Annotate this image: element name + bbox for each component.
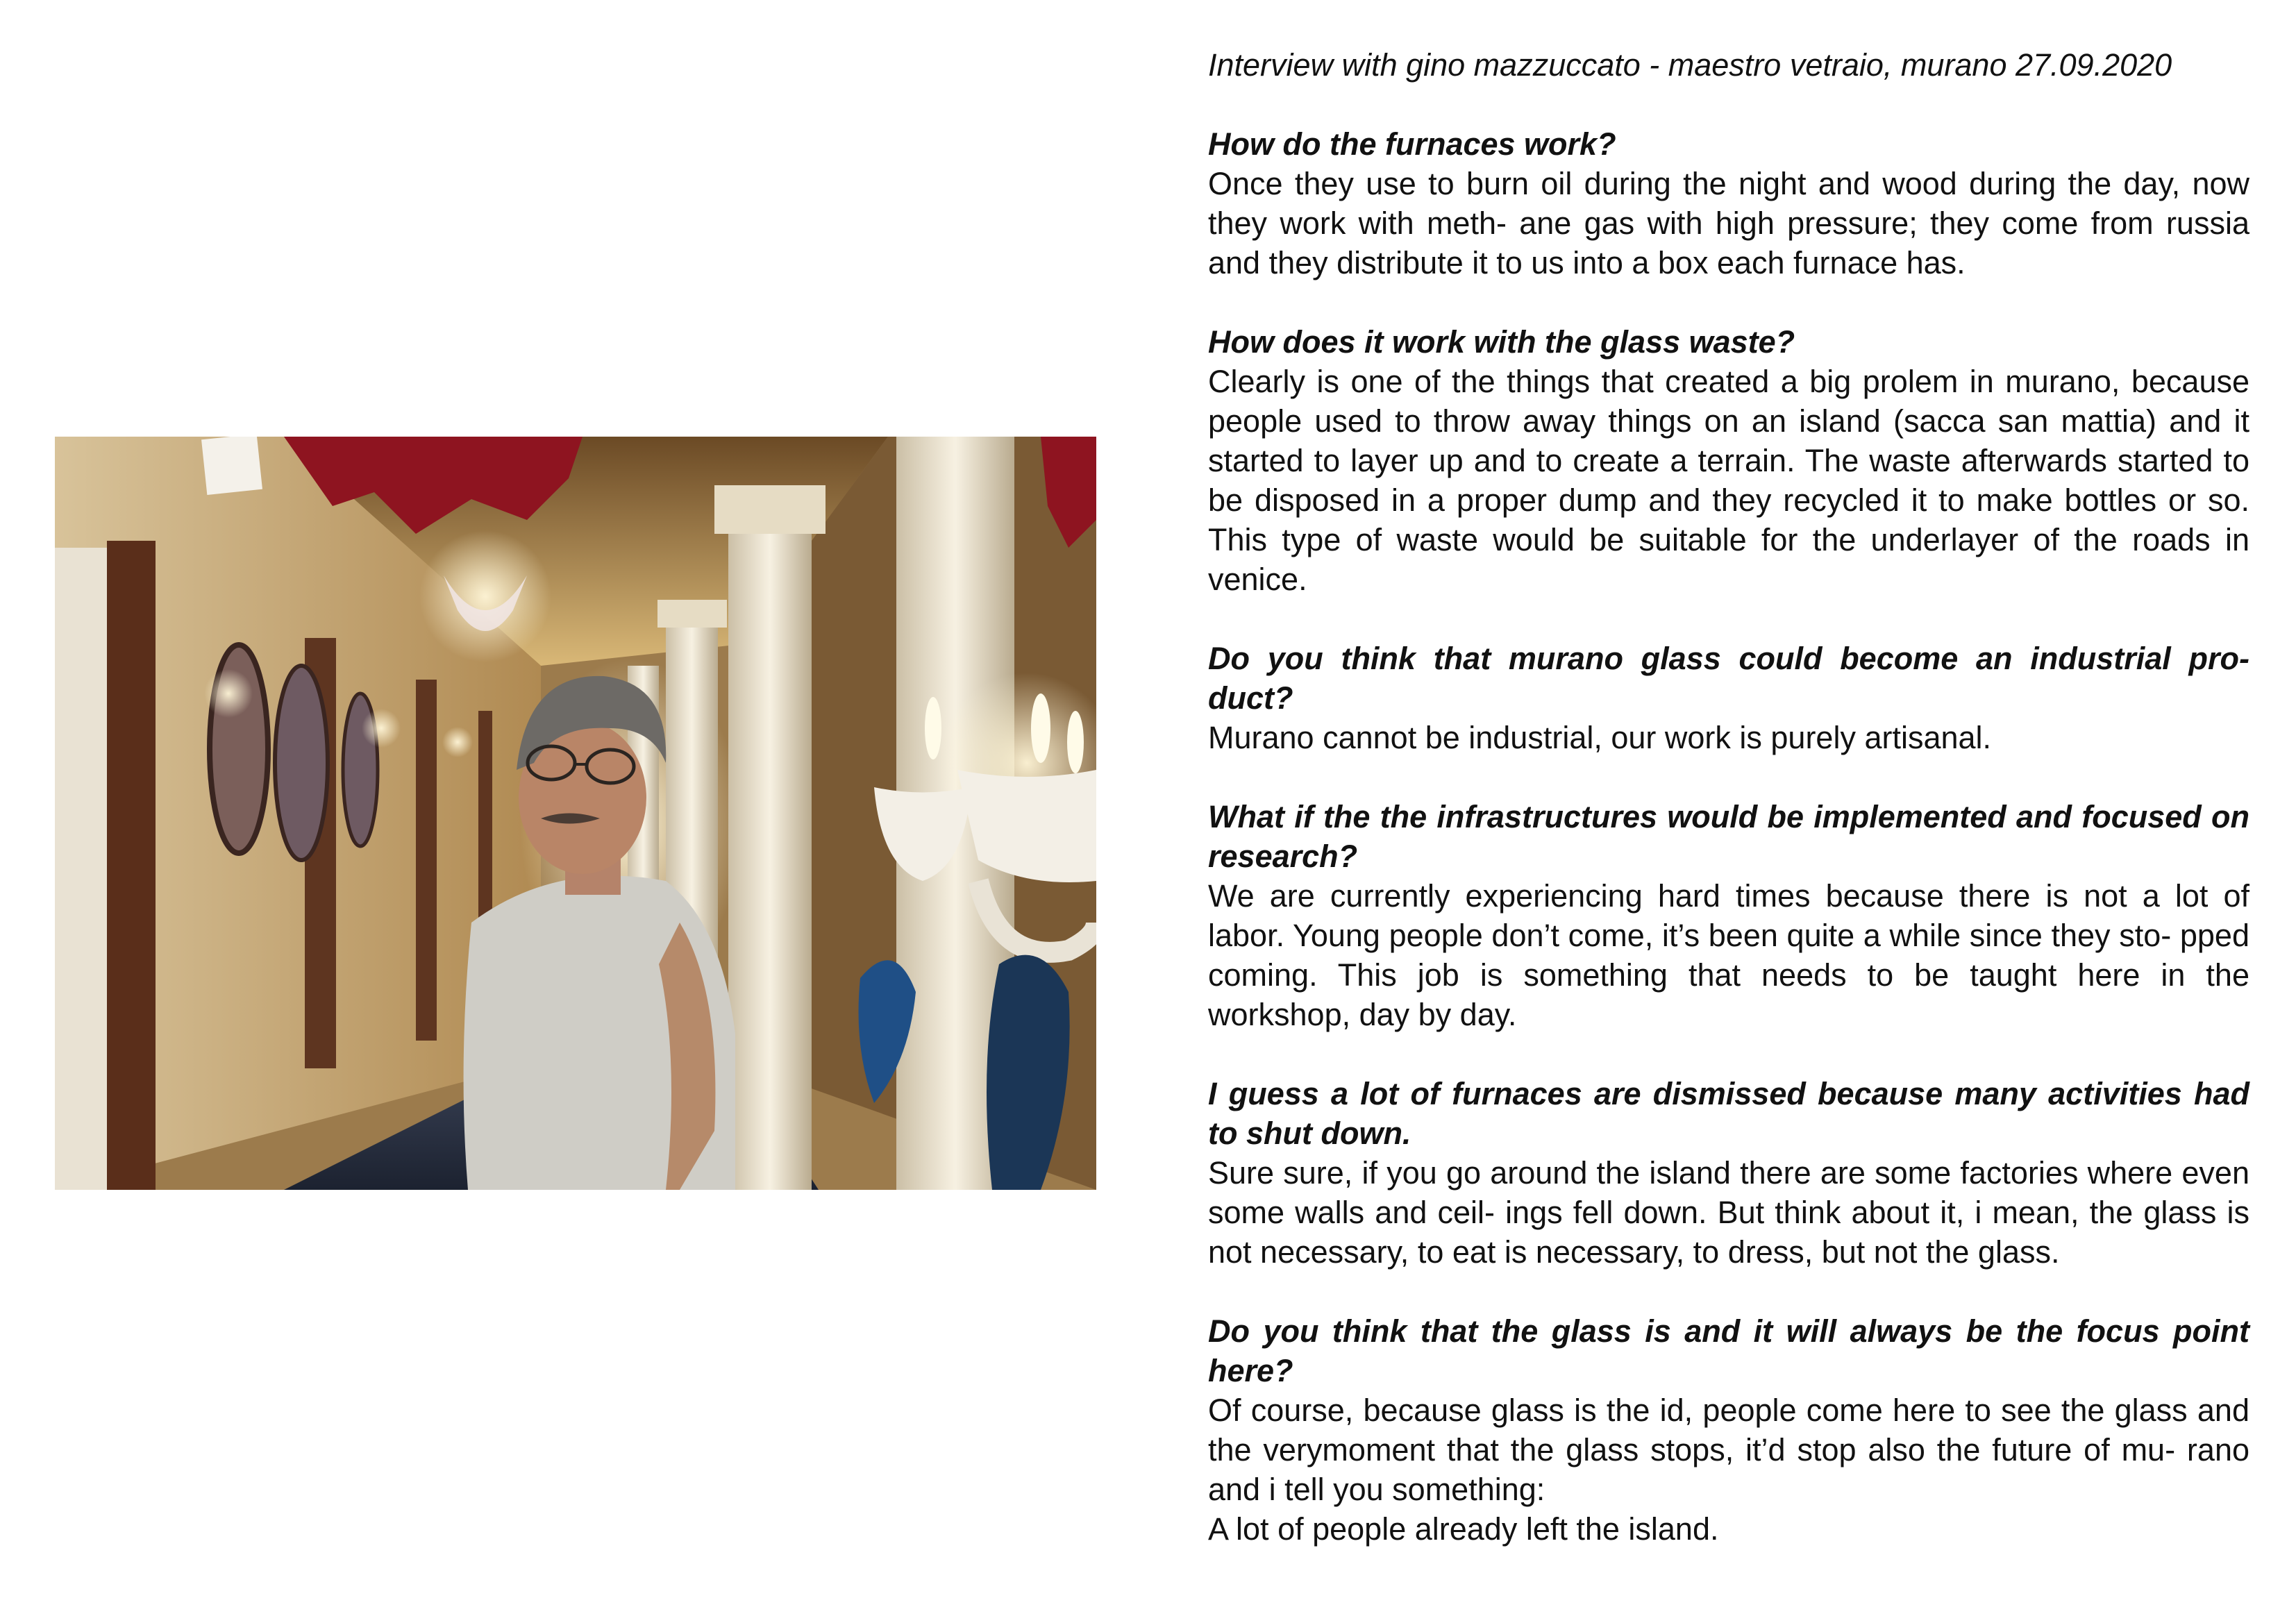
- answer: Clearly is one of the things that created a big prolem in murano, because people used to throw away things on an island (sacca san mattia) and it started to layer up and to create a terrain. The waste afterwards started to be disposed in a proper dump and they recycled it to make bottles or so. This type of waste would be suitable for the underlayer of the roads in venice.: [1208, 364, 2249, 597]
- interview-byline: Interview with gino mazzuccato - maestro vetraio, murano 27.09.2020: [1208, 47, 2172, 83]
- interview-photo: [55, 437, 1096, 1190]
- question: Do you think that the glass is and it will always be the focus point here?: [1208, 1313, 2249, 1388]
- answer-closing-line: A lot of people already left the island.: [1208, 1511, 1719, 1547]
- gallery-corridor-portrait-photo: [55, 437, 1096, 1190]
- answer: Of course, because glass is the id, people come here to see the glass and the verymoment that the glass stops, it’d stop also the future of mu- rano and i tell you something:: [1208, 1393, 2249, 1507]
- qa-block: [1208, 124, 2249, 283]
- qa-block: [1208, 322, 2249, 599]
- interview-article: [1208, 45, 2249, 1588]
- qa-block: [1208, 639, 2249, 757]
- answer: Murano cannot be industrial, our work is purely artisanal.: [1208, 720, 1992, 755]
- question: Do you think that murano glass could become an industrial pro- duct?: [1208, 641, 2249, 716]
- answer: Sure sure, if you go around the island there are some factories where even some walls and ceil- ings fell down. But think about it, i mean, the glass is not necessary, to eat is necessary, to dress, but not the glass.: [1208, 1155, 2249, 1270]
- qa-block: [1208, 1074, 2249, 1272]
- qa-block: [1208, 797, 2249, 1034]
- question: How does it work with the glass waste?: [1208, 324, 1795, 360]
- question: What if the the infrastructures would be implemented and focused on research?: [1208, 799, 2249, 874]
- question: I guess a lot of furnaces are dismissed because many activities had to shut down.: [1208, 1076, 2249, 1151]
- answer: We are currently experiencing hard times because there is not a lot of labor. Young people don’t come, it’s been quite a while since they sto- pped coming. This job is something that needs to be taught here in the workshop, day by day.: [1208, 878, 2249, 1032]
- question: How do the furnaces work?: [1208, 126, 1616, 162]
- qa-block: [1208, 1311, 2249, 1549]
- answer: Once they use to burn oil during the night and wood during the day, now they work with meth- ane gas with high pressure; they come from russia and they distribute it to us into a box each furnace has.: [1208, 166, 2249, 280]
